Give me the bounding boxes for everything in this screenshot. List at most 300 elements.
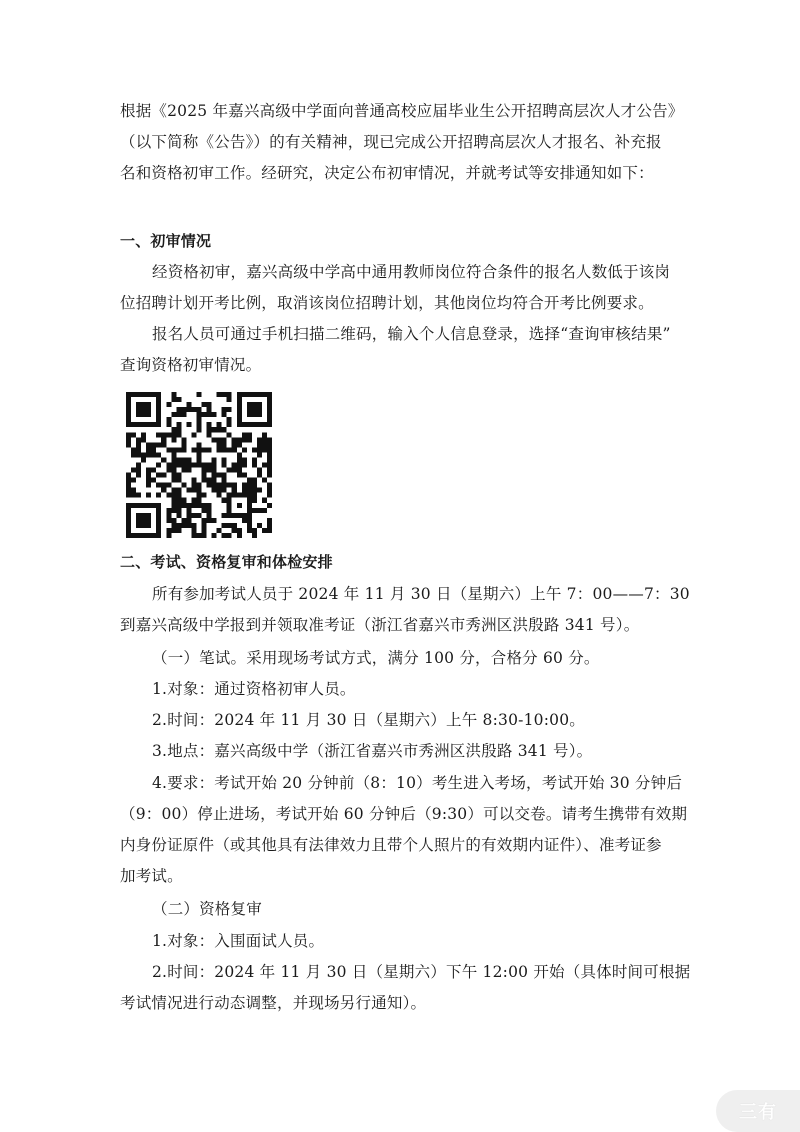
qr-module [202,528,207,533]
qr-module [217,422,222,427]
qr-module [176,523,181,528]
qr-module [202,508,207,513]
qr-module [232,483,237,488]
qr-module [161,442,166,447]
qr-module [181,523,186,528]
qr-module [207,483,212,488]
qr-module [202,468,207,473]
qr-module [267,503,272,508]
qr-module [252,488,257,493]
qr-module [186,402,191,407]
qr-module [196,407,201,412]
qr-module [126,437,131,442]
qr-module [242,473,247,478]
qr-module [196,447,201,452]
qr-module [202,493,207,498]
qr-module [262,447,267,452]
qr-module [141,432,146,437]
qr-module [126,432,131,437]
qr-module [227,432,232,437]
qr-module [257,523,262,528]
qr-module [186,422,191,427]
qr-module [186,457,191,462]
review-item-2-line1: 2.时间：2024 年 11 月 30 日（星期六）下午 12:00 开始（具体时间可根据 [152,963,691,981]
qr-module [232,437,237,442]
qr-module [166,468,171,473]
qr-module [207,412,212,417]
qr-module [161,473,166,478]
qr-module [136,462,141,467]
qr-module [267,473,272,478]
qr-module [267,442,272,447]
qr-module [217,528,222,533]
qr-module [196,417,201,422]
qr-module [252,508,257,513]
qr-module [161,437,166,442]
qr-module [217,483,222,488]
qr-module [222,498,227,503]
qr-module [262,462,267,467]
qr-module [146,483,151,488]
qr-module [207,518,212,523]
intro-line-3: 名和资格初审工作。经研究，决定公布初审情况，并就考试等安排通知如下： [120,164,654,182]
qr-module [232,488,237,493]
qr-module [176,478,181,483]
qr-module [207,422,212,427]
written-exam-item-1: 1.对象：通过资格初审人员。 [152,680,356,698]
qr-module [232,447,237,452]
qr-module [181,457,186,462]
review-title: （二）资格复审 [152,900,262,918]
qr-module [222,462,227,467]
qr-module [252,478,257,483]
qr-module [186,503,191,508]
qr-module [222,407,227,412]
qr-module [176,457,181,462]
qr-module [222,488,227,493]
written-exam-item-2: 2.时间：2024 年 11 月 30 日（星期六）上午 8:30-10:00。 [152,711,585,729]
qr-module [252,457,257,462]
qr-module [171,462,176,467]
qr-module [242,432,247,437]
qr-module [207,402,212,407]
qr-module [212,533,217,538]
qr-module [161,488,166,493]
qr-module [166,483,171,488]
qr-module [171,447,176,452]
qr-module [202,523,207,528]
qr-module [151,447,156,452]
qr-module [156,483,161,488]
watermark-text: 三有 [739,1102,777,1123]
qr-module [222,523,227,528]
section2-para1-line2: 到嘉兴高级中学报到并领取准考证（浙江省嘉兴市秀洲区洪殷路 341 号）。 [120,616,640,634]
section1-para2-line1: 报名人员可通过手机扫描二维码，输入个人信息登录，选择“查询审核结果” [152,325,671,343]
qr-module [196,503,201,508]
qr-module [166,518,171,523]
qr-finder-core [136,513,151,528]
qr-module [252,462,257,467]
qr-module [212,437,217,442]
qr-module [267,488,272,493]
qr-module [191,488,196,493]
qr-module [166,402,171,407]
qr-module [257,473,262,478]
qr-module [232,462,237,467]
qr-module [262,528,267,533]
qr-module [267,457,272,462]
qr-module [176,427,181,432]
section1-para1-line1: 经资格初审，嘉兴高级中学高中通用教师岗位符合条件的报名人数低于该岗 [152,263,671,281]
written-exam-item-4-line2: （9：00）停止进场，考试开始 60 分钟后（9:30）可以交卷。请考生携带有效期 [120,805,688,823]
qr-module [252,447,257,452]
qr-module [136,442,141,447]
qr-module [186,407,191,412]
qr-module [227,417,232,422]
qr-module [232,468,237,473]
qr-module [222,457,227,462]
written-exam-title: （一）笔试。采用现场考试方式，满分 100 分，合格分 60 分。 [152,649,600,667]
qr-module [131,468,136,473]
qr-module [207,508,212,513]
qr-module [232,528,237,533]
written-exam-item-4-line1: 4.要求：考试开始 20 分钟前（8：10）考生进入考场，考试开始 30 分钟后 [152,774,683,792]
qr-module [181,437,186,442]
qr-module [146,447,151,452]
qr-module [161,457,166,462]
qr-module [207,468,212,473]
qr-module [161,483,166,488]
qr-module [217,488,222,493]
qr-module [166,447,171,452]
qr-module [171,493,176,498]
qr-module [267,528,272,533]
qr-module [171,478,176,483]
qr-module [171,498,176,503]
qr-module [267,452,272,457]
qr-module [217,473,222,478]
qr-module [262,508,267,513]
qr-module [207,407,212,412]
qr-module [131,447,136,452]
qr-finder-core [136,402,151,417]
qr-module [171,397,176,402]
qr-module [247,523,252,528]
qr-module [126,488,131,493]
qr-module [196,452,201,457]
qr-module [222,513,227,518]
qr-module [176,488,181,493]
qr-module [222,392,227,397]
qr-module [217,493,222,498]
qr-module [247,478,252,483]
qr-module [181,483,186,488]
qr-module [191,503,196,508]
qr-module [202,473,207,478]
qr-module [217,392,222,397]
qr-module [247,488,252,493]
qr-module [151,478,156,483]
qr-module [156,442,161,447]
qr-module [176,412,181,417]
qr-module [217,437,222,442]
qr-module [146,493,151,498]
qr-module [202,447,207,452]
qr-module [242,518,247,523]
qr-module [207,503,212,508]
qr-module [166,432,171,437]
qr-module [207,432,212,437]
qr-module [257,468,262,473]
qr-module [242,437,247,442]
qr-module [176,422,181,427]
qr-module [171,452,176,457]
qr-module [141,452,146,457]
qr-module [196,412,201,417]
qr-module [242,488,247,493]
qr-module [126,493,131,498]
qr-module [186,513,191,518]
qr-module [176,513,181,518]
qr-module [267,437,272,442]
qr-module [171,457,176,462]
qr-module [171,503,176,508]
written-exam-item-4-line4: 加考试。 [120,867,183,885]
qr-module [222,533,227,538]
qr-module [191,432,196,437]
qr-module [191,513,196,518]
qr-module [262,437,267,442]
qr-module [237,528,242,533]
intro-line-2: （以下简称《公告》）的有关精神，现已完成公开招聘高层次人才报名、补充报 [120,133,662,151]
qr-module [181,447,186,452]
qr-module [171,437,176,442]
qr-module [171,473,176,478]
qr-module [181,498,186,503]
qr-module [156,462,161,467]
qr-module [212,488,217,493]
qr-module [131,493,136,498]
qr-module [257,452,262,457]
qr-module [196,427,201,432]
qr-module [267,483,272,488]
qr-module [242,483,247,488]
qr-module [267,523,272,528]
section1-heading: 一、初审情况 [120,232,212,250]
qr-module [191,523,196,528]
intro-line-1: 根据《2025 年嘉兴高级中学面向普通高校应届毕业生公开招聘高层次人才公告》 [120,102,684,120]
qr-module [166,417,171,422]
qr-module [176,493,181,498]
qr-module [262,478,267,483]
qr-module [202,412,207,417]
qr-module [156,493,161,498]
qr-module [191,483,196,488]
qr-module [212,427,217,432]
qr-module [267,518,272,523]
qr-module [166,493,171,498]
qr-module [242,462,247,467]
qr-module [227,407,232,412]
qr-module [212,412,217,417]
qr-module [146,468,151,473]
qr-module [186,488,191,493]
qr-module [151,442,156,447]
qr-module [171,518,176,523]
qr-module [212,462,217,467]
qr-module [181,407,186,412]
qr-module [262,442,267,447]
qr-module [191,533,196,538]
qr-module [176,498,181,503]
qr-module [227,447,232,452]
qr-module [252,493,257,498]
qr-module [257,442,262,447]
qr-module [202,402,207,407]
qr-module [222,447,227,452]
qr-module [176,397,181,402]
qr-module [267,447,272,452]
qr-module [237,462,242,467]
qr-module [237,468,242,473]
section2-para1-line1: 所有参加考试人员于 2024 年 11 月 30 日（星期六）上午 7：00——7：30 [152,585,690,603]
qr-module [237,473,242,478]
qr-module [146,442,151,447]
qr-module [196,488,201,493]
qr-module [217,442,222,447]
qr-module [267,462,272,467]
qr-module [171,523,176,528]
qr-module [136,447,141,452]
qr-module [257,437,262,442]
qr-module [136,452,141,457]
qr-module [227,468,232,473]
qr-module [126,473,131,478]
qr-code-image[interactable] [126,392,272,538]
qr-module [151,468,156,473]
qr-module [176,407,181,412]
qr-module [212,518,217,523]
qr-module [227,397,232,402]
qr-module [131,488,136,493]
qr-module [171,432,176,437]
qr-module [212,468,217,473]
section1-para1-line2: 位招聘计划开考比例，取消该岗位招聘计划，其他岗位均符合开考比例要求。 [120,294,654,312]
qr-module [242,457,247,462]
qr-module [141,437,146,442]
qr-module [146,473,151,478]
qr-module [237,452,242,457]
qr-module [196,457,201,462]
qr-module [232,523,237,528]
qr-module [247,483,252,488]
qr-module [212,483,217,488]
qr-module [171,468,176,473]
qr-module [202,518,207,523]
qr-module [247,432,252,437]
qr-module [161,432,166,437]
qr-module [126,483,131,488]
qr-module [222,473,227,478]
qr-module [146,452,151,457]
qr-module [176,432,181,437]
qr-module [217,427,222,432]
qr-module [257,488,262,493]
qr-module [186,468,191,473]
qr-module [262,498,267,503]
qr-alignment-core [237,503,242,508]
qr-module [247,437,252,442]
qr-module [176,473,181,478]
qr-module [181,412,186,417]
qr-module [247,518,252,523]
qr-module [176,447,181,452]
qr-module [207,447,212,452]
qr-module [267,468,272,473]
qr-module [136,468,141,473]
qr-module [202,462,207,467]
qr-module [191,498,196,503]
qr-module [186,518,191,523]
qr-module [166,508,171,513]
qr-module [156,473,161,478]
qr-module [156,452,161,457]
qr-module [232,442,237,447]
qr-module [252,528,257,533]
qr-module [191,478,196,483]
qr-module [136,473,141,478]
qr-module [141,457,146,462]
qr-module [181,462,186,467]
section1-para2-line2: 查询资格初审情况。 [120,356,262,374]
qr-module [247,528,252,533]
qr-module [202,533,207,538]
qr-module [227,392,232,397]
qr-module [196,392,201,397]
qr-module [181,442,186,447]
qr-module [166,462,171,467]
qr-module [166,528,171,533]
written-exam-item-4-line3: 内身份证原件（或其他具有法律效力且带个人照片的有效期内证件）、准考证参 [120,836,662,854]
written-exam-item-3: 3.地点：嘉兴高级中学（浙江省嘉兴市秀洲区洪殷路 341 号）。 [152,742,593,760]
qr-module [262,432,267,437]
qr-module [176,508,181,513]
review-item-2-line2: 考试情况进行动态调整，并现场另行通知）。 [120,994,427,1012]
qr-module [171,488,176,493]
qr-module [237,533,242,538]
qr-module [191,528,196,533]
qr-module [196,493,201,498]
qr-module [207,478,212,483]
qr-module [171,508,176,513]
qr-module [176,528,181,533]
qr-module [222,483,227,488]
section2-heading: 二、考试、资格复审和体检安排 [120,553,333,571]
qr-module [237,457,242,462]
qr-module [242,447,247,452]
qr-module [222,437,227,442]
qr-module [196,422,201,427]
qr-module [202,478,207,483]
qr-module [222,478,227,483]
review-item-1: 1.对象：入围面试人员。 [152,932,325,950]
qr-module [222,427,227,432]
qr-module [151,452,156,457]
qr-module [252,483,257,488]
qr-module [176,503,181,508]
qr-module [171,392,176,397]
qr-module [207,427,212,432]
